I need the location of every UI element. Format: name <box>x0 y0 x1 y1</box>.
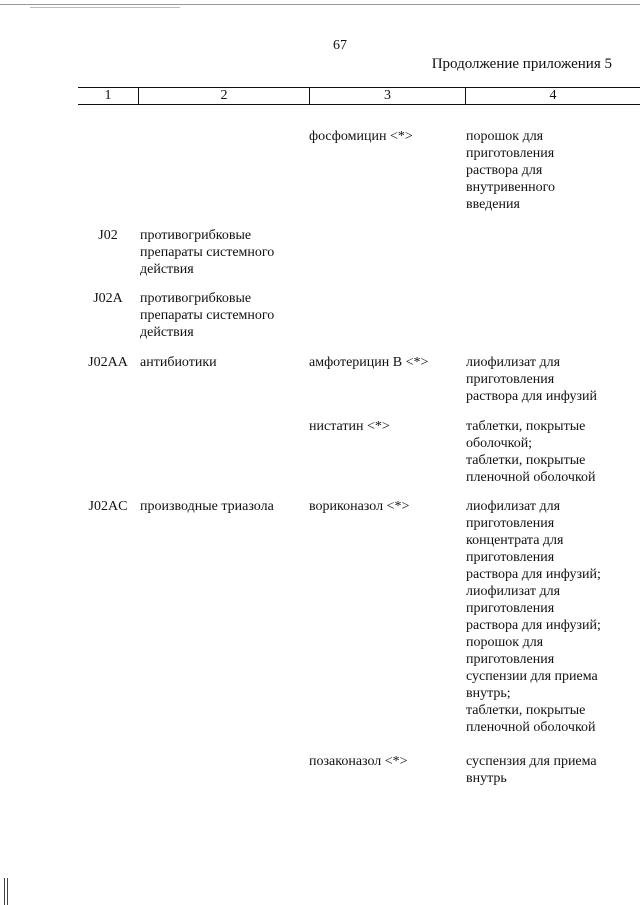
dosage-form-line: раствора для <box>466 163 543 178</box>
table-header <box>78 87 640 105</box>
dosage-form-line: внутрь <box>466 771 507 786</box>
group-name <box>140 227 300 278</box>
dosage-form-line: суспензия для приема <box>466 754 597 769</box>
dosage-form-line: оболочкой; <box>466 436 533 451</box>
dosage-form-line: приготовления <box>466 652 555 667</box>
atc-code: J02AC <box>88 499 128 514</box>
dosage-form-line: приготовления <box>466 372 555 387</box>
drug-name: фосфомицин <*> <box>309 129 413 144</box>
dosage-form-line: приготовления <box>466 516 555 531</box>
group-name-line: противогрибковые <box>140 291 252 306</box>
dosage-form <box>466 418 636 486</box>
dosage-form-line: приготовления <box>466 550 555 565</box>
dosage-form <box>466 498 636 736</box>
dosage-form-line: раствора для инфузий <box>466 389 598 404</box>
drug-name: амфотерицин B <*> <box>309 355 429 370</box>
group-name <box>140 498 300 515</box>
dosage-form-line: приготовления <box>466 146 555 161</box>
group-name <box>140 354 300 371</box>
scan-edge-line <box>30 7 180 8</box>
dosage-form-line: раствора для инфузий; <box>466 567 601 582</box>
continuation-title: Продолжение приложения 5 <box>431 56 612 72</box>
dosage-form-line: пленочной оболочкой <box>466 470 596 485</box>
dosage-form <box>466 128 636 213</box>
page-number: 67 <box>333 38 347 53</box>
dosage-form-line: лиофилизат для <box>466 499 561 514</box>
dosage-form-line: внутрь; <box>466 686 511 701</box>
dosage-form-line: лиофилизат для <box>466 584 561 599</box>
dosage-form-line: лиофилизат для <box>466 355 561 370</box>
dosage-form-line: порошок для <box>466 635 544 650</box>
dosage-form-line: порошок для <box>466 129 544 144</box>
drug-name: вориконазол <*> <box>309 499 410 514</box>
group-name-line: производные триазола <box>140 499 274 514</box>
dosage-form-line: внутривенного <box>466 180 556 195</box>
group-name-line: действия <box>140 325 194 340</box>
atc-code: J02 <box>98 228 118 243</box>
atc-code: J02AA <box>88 355 128 370</box>
dosage-form-line: приготовления <box>466 601 555 616</box>
group-name <box>140 290 300 341</box>
column-header-4: 4 <box>549 88 557 103</box>
drug-name: нистатин <*> <box>309 419 390 434</box>
dosage-form-line: введения <box>466 197 520 212</box>
group-name-line: препараты системного <box>140 308 275 323</box>
group-name-line: противогрибковые <box>140 228 252 243</box>
dosage-form-line: таблетки, покрытые <box>466 453 586 468</box>
column-header-2: 2 <box>220 88 228 103</box>
dosage-form-line: раствора для инфузий; <box>466 618 601 633</box>
binding-margin-mark <box>4 878 8 905</box>
dosage-form-line: таблетки, покрытые <box>466 419 586 434</box>
group-name-line: препараты системного <box>140 245 275 260</box>
column-header-1: 1 <box>104 88 112 103</box>
dosage-form-line: концентрата для <box>466 533 564 548</box>
group-name-line: антибиотики <box>140 355 217 370</box>
dosage-form-line: суспензии для приема <box>466 669 598 684</box>
dosage-form <box>466 354 636 405</box>
atc-code: J02A <box>93 291 123 306</box>
drug-name: позаконазол <*> <box>309 754 408 769</box>
dosage-form-line: таблетки, покрытые <box>466 703 586 718</box>
dosage-form <box>466 753 636 787</box>
scan-edge-line <box>0 4 640 5</box>
group-name-line: действия <box>140 262 194 277</box>
column-header-3: 3 <box>384 88 391 103</box>
dosage-form-line: пленочной оболочкой <box>466 720 596 735</box>
